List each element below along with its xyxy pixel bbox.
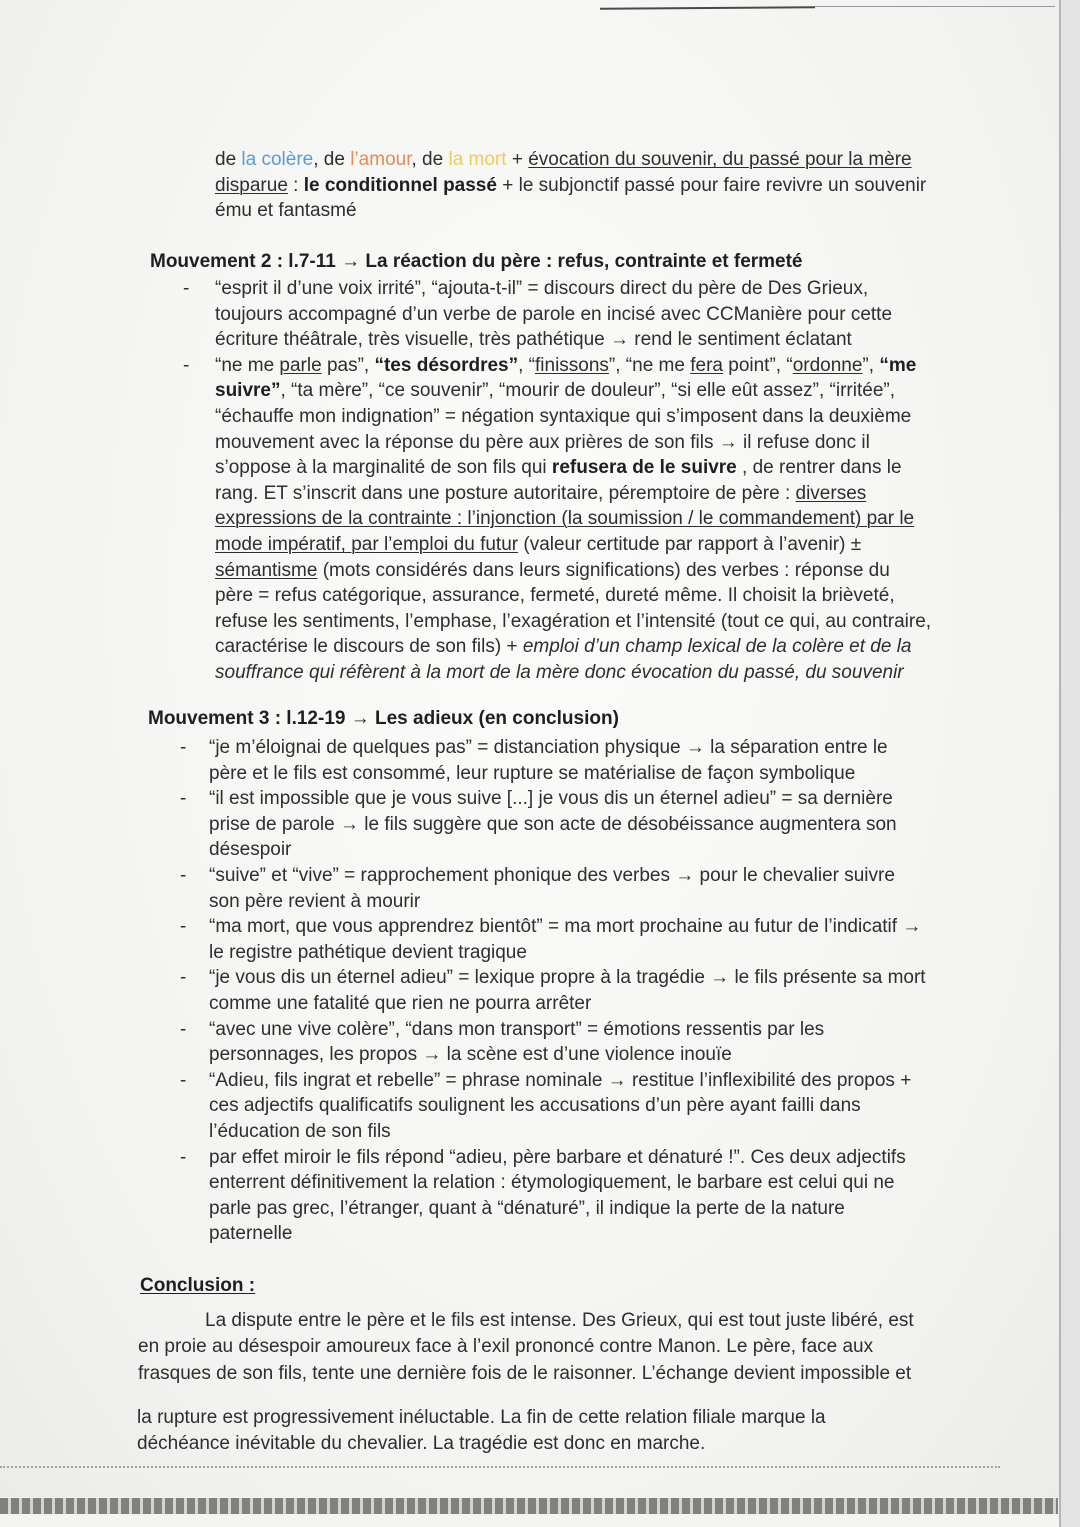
text-run: , de [313,149,351,170]
bullet-dash: - [180,737,187,758]
page-overlap-seam [0,1466,1000,1468]
mouvement-3-heading-text: Mouvement 3 : l.12-19 → Les adieux (en conclusion) [148,708,619,729]
text-run: refuse les sentiments, l’emphase, l’exagération et l’intensité (tout ce qui, au contraire, [215,610,932,632]
text-run: “avec une vive colère”, “dans mon transport” = émotions ressentis par les [209,1018,825,1040]
underlined-text: ordonne [792,354,863,376]
text-run: par effet miroir le fils répond “adieu, père barbare et dénaturé !”. Ces deux adjectifs [209,1146,906,1168]
text-run: ces adjectifs qualificatifs soulignent les accusations d’un père ayant failli dans [209,1095,861,1117]
mouvement-3-heading [148,706,619,732]
text-line [209,965,926,991]
mouvement-3-list [180,735,926,1247]
text-run: parle pas grec, l’étranger, quant à “dénaturé”, il indique la perte de la nature [209,1197,845,1219]
right-page-edge [1059,0,1080,1527]
text-run: écriture théâtrale, très visuelle, très pathétique → rend le sentiment éclatant [215,329,852,351]
underlined-text: diverses [795,482,867,504]
text-run: le registre pathétique devient tragique [209,941,527,963]
text-run: en proie au désespoir amoureux face à l’exil prononcé contre Manon. Le père, face aux [138,1336,874,1358]
text-run: (mots considérés dans leurs significations) des verbes : réponse du [317,559,890,581]
text-line [209,1196,906,1222]
text-run: paternelle [209,1223,293,1245]
text-line [209,1068,911,1094]
text-run: pas”, [321,354,375,376]
text-line [209,889,895,915]
text-line [215,353,931,379]
text-run: “ne me [215,354,280,376]
underlined-text: parle [279,354,322,376]
text-run: “échauffe mon indignation” = négation syntaxique qui s’imposent dans la deuxième [215,405,912,427]
underlined-text: sémantisme [215,559,318,581]
text-run: : [287,174,304,196]
intro-paragraph [215,147,926,224]
text-line [209,940,921,966]
text-run: , de [411,149,449,170]
bullet-text [215,353,931,686]
text-line [215,481,931,507]
italic-text: souffrance qui réfèrent à la mort de la mère donc évocation du passé, du souvenir [215,661,904,683]
text-line [209,991,926,1017]
text-run: frasques de son fils, tente une dernière fois de le raisonner. L’échange devient impossible et [138,1362,912,1384]
bold-text: “me [879,354,917,376]
text-run: caractérise le discours de son fils) + [215,636,523,658]
text-line [209,1042,824,1068]
text-line [215,634,931,660]
text-run: personnages, les propos → la scène est d’une violence inouïe [209,1044,732,1066]
bullet-text [209,735,888,786]
bullet-item [180,1145,926,1247]
bullet-dash: - [183,354,190,376]
text-line [215,378,931,404]
text-run: déchéance inévitable du chevalier. La tragédie est donc en marche. [137,1433,706,1455]
bottom-page-edge [0,1498,1058,1514]
text-run: la rupture est progressivement inéluctable. La fin de cette relation filiale marque la [137,1407,826,1428]
text-run: “il est impossible que je vous suive [...] je vous dis un éternel adieu” = sa dernière [209,788,893,810]
text-line [215,506,931,532]
bullet-text [209,786,897,863]
underlined-text: finissons [535,354,609,376]
bullet-dash: - [180,967,187,989]
top-page-edge-faint [815,6,1055,7]
text-run: “suive” et “vive” = rapprochement phonique des verbes → pour le chevalier suivre [209,864,895,886]
bold-text: refusera de le suivre [551,457,737,479]
text-line [209,1017,824,1043]
colored-text: la mort [448,149,507,170]
text-run: ému et fantasmé [215,200,357,222]
bullet-text [209,1145,906,1247]
text-line [209,1170,906,1196]
text-line [215,660,931,686]
underlined-text: fera [690,354,723,376]
text-line [215,198,926,224]
text-run: enterrent définitivement la relation : étymologiquement, le barbare est celui qui ne [209,1172,895,1194]
text-line [215,302,892,328]
text-run: toujours accompagné d’un verbe de parole en incisé avec CCManière pour cette [215,303,893,325]
text-run: (valeur certitude par rapport à l’avenir) ± [518,533,862,555]
text-line [137,1431,826,1457]
text-run: désespoir [209,839,292,861]
text-run: son père revient à mourir [209,890,421,912]
text-line [215,609,931,635]
text-run: père = refus catégorique, assurance, fermeté, dureté même. Il choisit la brièveté, [215,585,895,607]
underlined-text: disparue [215,174,288,196]
mouvement-2-list [183,276,931,686]
text-line [215,558,931,584]
conclusion-paragraph [138,1308,914,1387]
bullet-text [209,914,921,965]
text-run: s’oppose à la marginalité de son fils qui [215,457,552,479]
underlined-text: évocation du souvenir, du passé pour la mère [528,149,912,170]
text-run: “je vous dis un éternel adieu” = lexique propre à la tragédie → le fils présente sa mort [209,967,926,989]
text-line [209,735,888,761]
text-run: , de rentrer dans le [736,457,902,479]
text-line [209,863,895,889]
text-run: de [215,149,242,170]
text-run: père et le fils est consommé, leur rupture se matérialise de façon symbolique [209,762,856,784]
text-line [137,1405,826,1431]
bullet-dash: - [180,1018,187,1040]
text-line [215,532,931,558]
bullet-dash: - [180,788,187,810]
text-line [209,786,897,812]
text-line [215,147,926,173]
bullet-item [180,863,926,914]
mouvement-2-heading [150,249,803,275]
bold-text: suivre” [215,380,281,402]
bold-text: “tes désordres” [374,354,519,376]
bullet-text [209,1017,824,1068]
text-run: + [506,149,529,170]
text-run: point”, “ [722,354,793,376]
text-run: mouvement avec la réponse du père aux prières de son fils → il refuse donc il [215,431,870,453]
bullet-dash: - [180,864,187,886]
text-line [215,583,931,609]
text-line [215,430,931,456]
bullet-dash: - [180,1146,187,1168]
text-line [209,1145,906,1171]
bullet-item [180,1017,926,1068]
text-line [138,1361,914,1387]
text-run: comme une fatalité que rien ne pourra arrêter [209,992,592,1014]
conclusion-continued [137,1405,826,1458]
bullet-dash: - [180,916,187,938]
text-run: l’éducation de son fils [209,1120,391,1142]
text-line [209,1221,906,1247]
text-run: ”, [862,354,880,376]
bold-text: le conditionnel passé [303,174,497,196]
bullet-text [215,276,892,353]
text-run: “esprit il d’une voix irrité”, “ajouta-t-il” = discours direct du père de Des Grieux, [215,278,869,299]
bullet-dash: - [180,1069,187,1091]
bullet-item [180,1068,926,1145]
text-line [138,1334,914,1360]
italic-text: emploi d’un champ lexical de la colère et de la [522,636,912,658]
bullet-item [180,735,926,786]
text-run: , “ta mère”, “ce souvenir”, “mourir de douleur”, “si elle eût assez”, “irritée”, [280,380,895,402]
bullet-text [209,1068,911,1145]
text-line [215,455,931,481]
text-line [215,276,892,302]
text-line [215,404,931,430]
bullet-item [180,914,926,965]
bullet-item [183,353,931,686]
text-run: rang. ET s’inscrit dans une posture autoritaire, péremptoire de père : [215,482,796,504]
text-run: ”, “ne me [608,354,691,376]
text-line [215,327,892,353]
text-line [138,1308,914,1334]
text-run: prise de parole → le fils suggère que son acte de désobéissance augmentera son [209,813,897,835]
text-line [209,1093,911,1119]
text-run: , “ [518,354,535,376]
text-line [215,173,926,199]
underlined-text: expressions de la contrainte : l’injonction (la soumission / le commandement) par le [215,508,915,530]
underlined-text: mode impératif, par l’emploi du futur [215,533,519,555]
text-run: “ma mort, que vous apprendrez bientôt” = ma mort prochaine au futur de l’indicatif → [209,916,922,938]
colored-text: la colère [241,149,314,170]
bullet-item [180,965,926,1016]
text-line [209,761,888,787]
bullet-dash: - [183,278,190,299]
bullet-item [180,786,926,863]
bullet-text [209,863,895,914]
colored-text: l’amour [350,149,412,170]
text-line [209,812,897,838]
bullet-item [183,276,931,353]
mouvement-2-heading-text: Mouvement 2 : l.7-11 → La réaction du père : refus, contrainte et fermeté [150,251,803,272]
text-line [209,1119,911,1145]
text-line [209,914,921,940]
text-run: “je m’éloignai de quelques pas” = distanciation physique → la séparation entre le [209,737,888,758]
text-run: La dispute entre le père et le fils est intense. Des Grieux, qui est tout juste libéré, est [205,1310,914,1331]
bullet-text [209,965,926,1016]
conclusion-heading [140,1273,255,1299]
text-run: “Adieu, fils ingrat et rebelle” = phrase nominale → restitue l’inflexibilité des propos + [209,1069,912,1091]
text-run: + le subjonctif passé pour faire revivre un souvenir [496,174,927,196]
text-line [209,837,897,863]
conclusion-heading-text: Conclusion : [140,1275,256,1296]
